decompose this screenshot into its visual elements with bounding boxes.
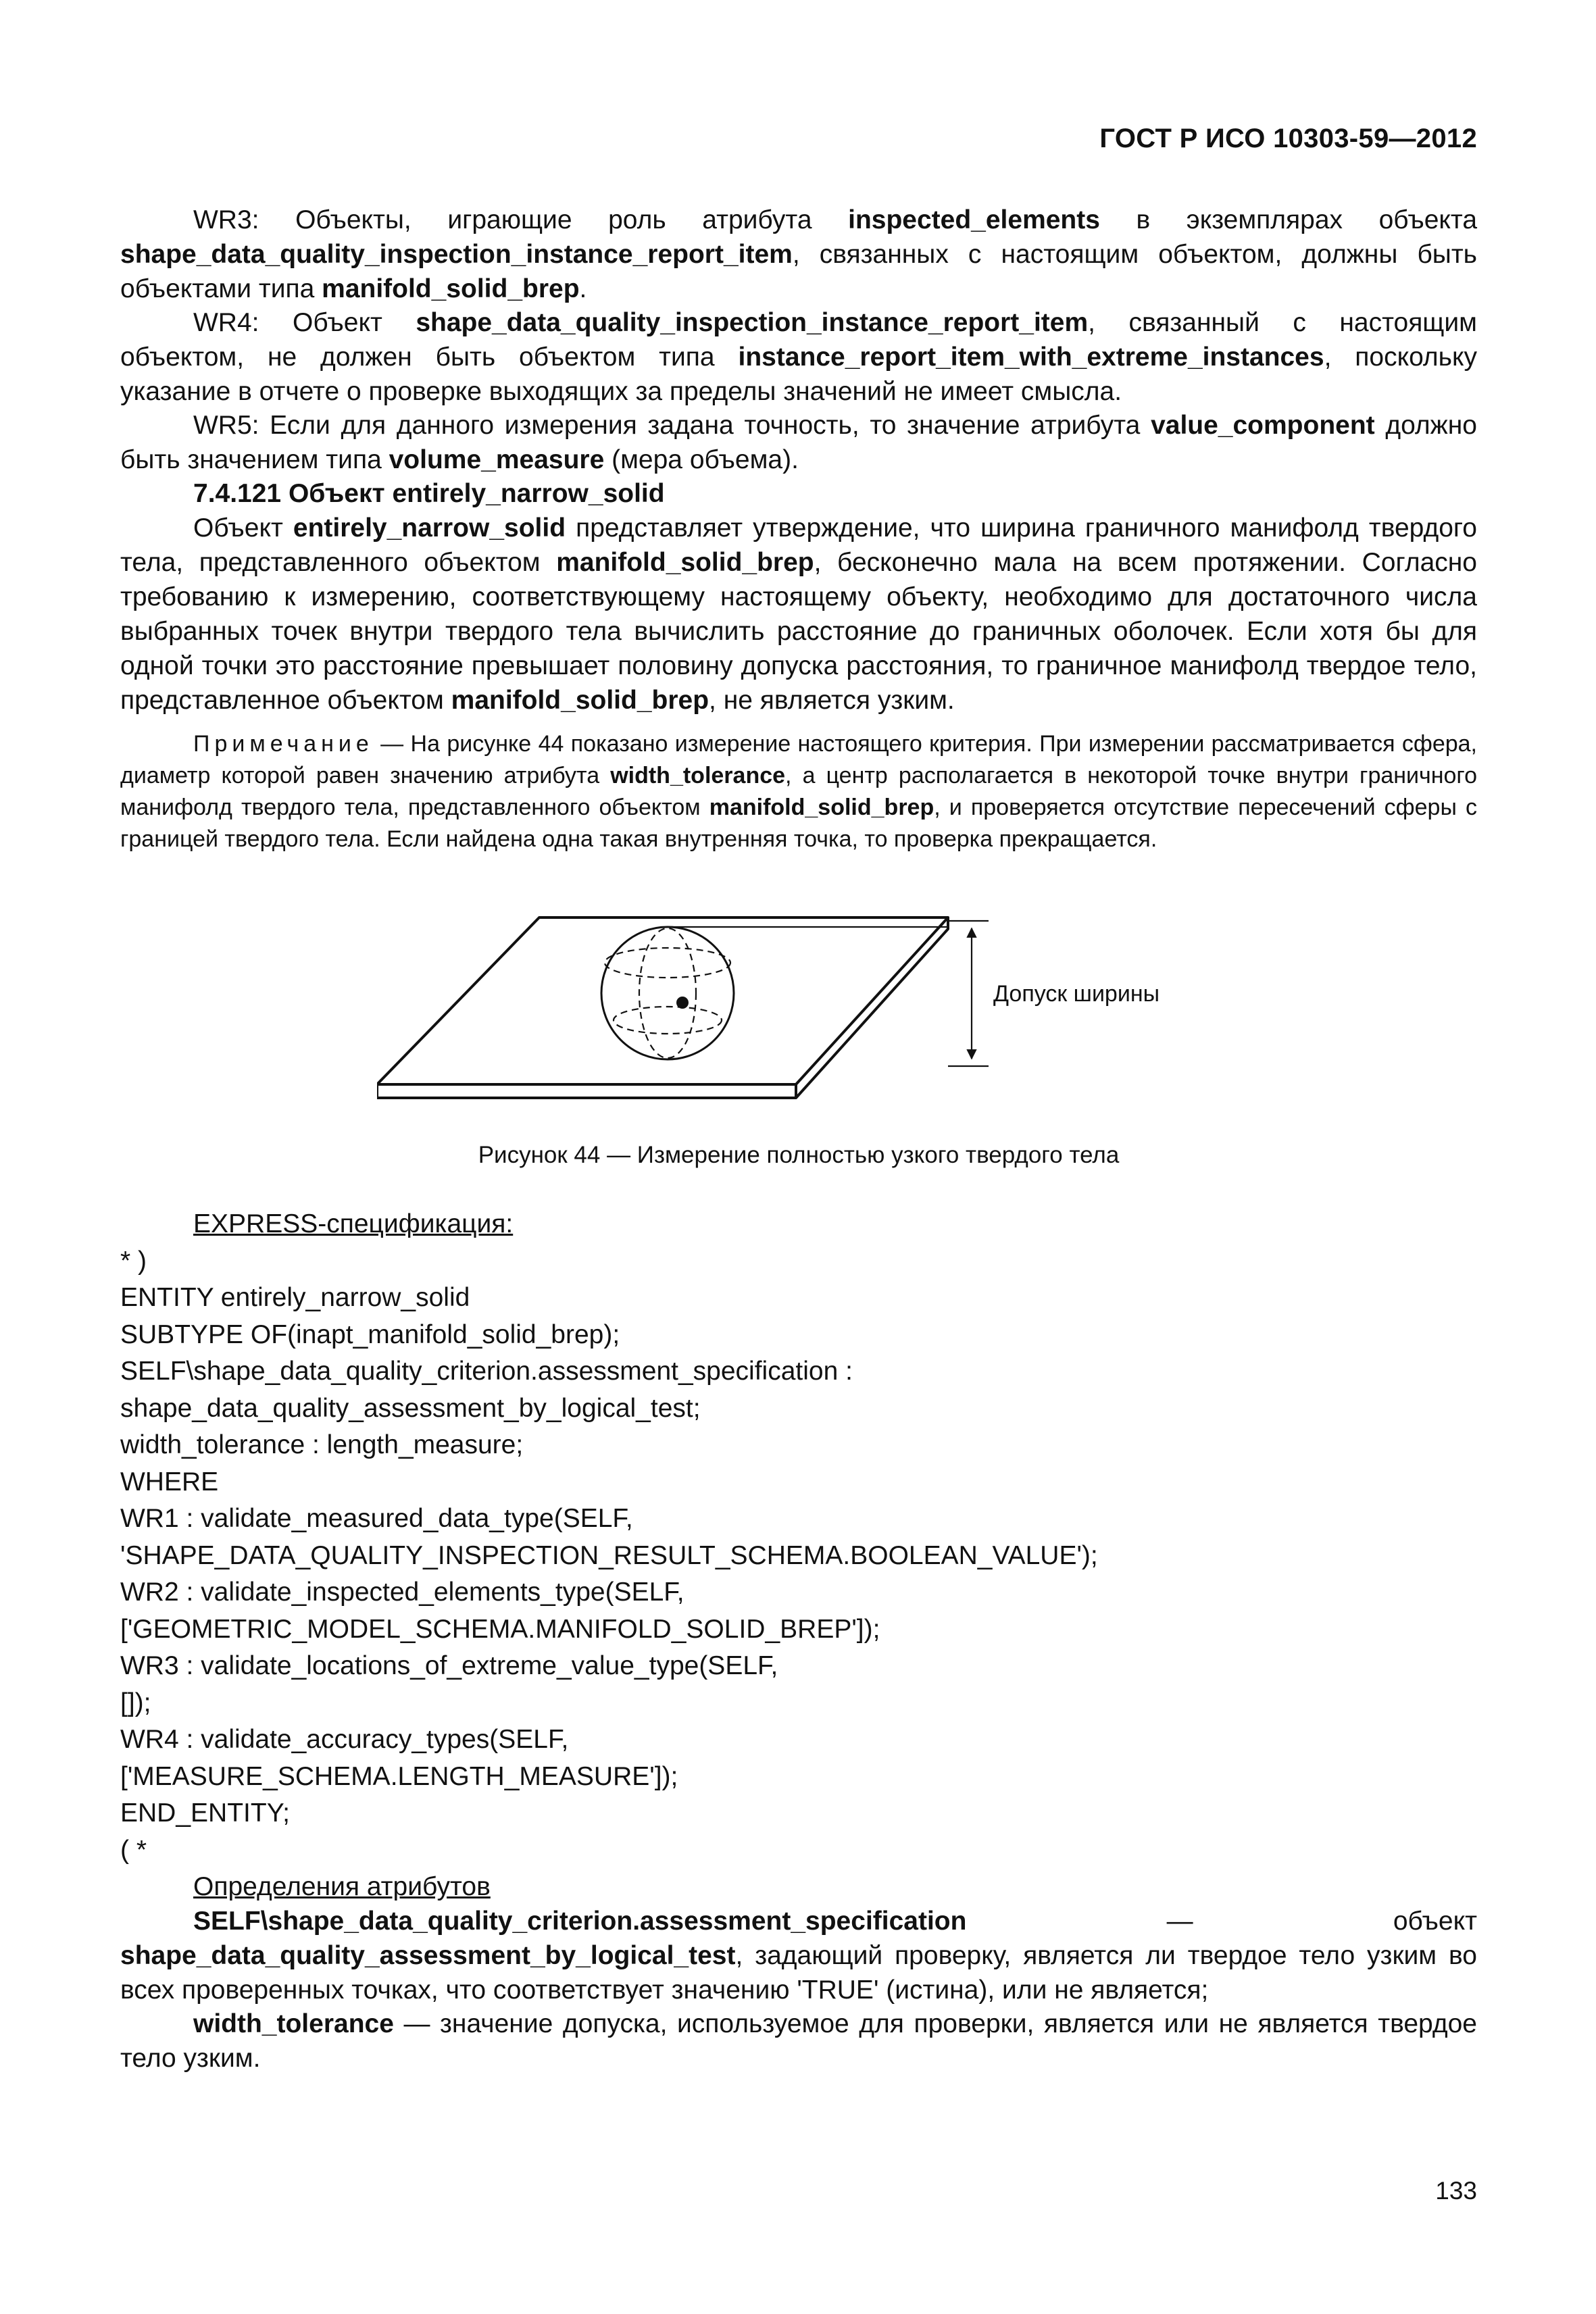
document-header: ГОСТ Р ИСО 10303-59—2012 <box>1099 124 1477 153</box>
attribute-definition: SELF\shape_data_quality_criterion.assessment_specification — объект shape_data_quality_assessment_by_logical_test, задающий проверку, является ли твердое тело узким во всех проверенных точках, что соответствует значению 'TRUE' (истина), или не является; <box>120 1907 1477 2005</box>
note-paragraph: Примечание — На рисунке 44 показано измерение настоящего критерия. При измерении рассматривается сфера, диаметр которой равен значению атрибута width_tolerance, а центр располагается в некоторой точке внутри граничного манифолд твердого тела, представленного объектом manifold_solid_brep, и проверяется отсутствие пересечений сферы с границей твердого тела. Если найдена одна такая внутренняя точка, то проверка прекращается. <box>120 731 1477 852</box>
width-tolerance-label: Допуск ширины <box>993 981 1160 1007</box>
rule-wr3: WR3: Объекты, играющие роль атрибута inspected_elements в экземплярах объекта shape_data_quality_inspection_instance_report_item, связанных с настоящим объектом, должны быть объектами типа manifold_solid_brep. <box>120 205 1478 303</box>
code-line: ['GEOMETRIC_MODEL_SCHEMA.MANIFOLD_SOLID_BREP']); <box>120 1614 880 1644</box>
code-line: ENTITY entirely_narrow_solid <box>120 1283 470 1312</box>
express-code <box>120 1206 1098 1906</box>
note-label: Примечание <box>193 731 374 757</box>
code-line: ['MEASURE_SCHEMA.LENGTH_MEASURE']); <box>120 1761 678 1791</box>
rule-wr4: WR4: Объект shape_data_quality_inspection_instance_report_item, связанный с настоящим объектом, не должен быть объектом типа instance_report_item_with_extreme_instances, поскольку указание в отчете о проверке выходящих за пределы значений не имеет смысла. <box>120 308 1478 406</box>
attribute-definition: width_tolerance — значение допуска, используемое для проверки, является или не является твердое тело узким. <box>120 2009 1477 2073</box>
code-line: shape_data_quality_assessment_by_logical_test; <box>120 1393 701 1423</box>
code-line: * ) <box>120 1246 147 1276</box>
code-line: WHERE <box>120 1467 219 1496</box>
document-page <box>120 0 1477 2314</box>
sphere <box>601 927 734 1059</box>
code-line: ( * <box>120 1835 147 1865</box>
rule-wr5: WR5: Если для данного измерения задана точность, то значение атрибута value_component должно быть значением типа volume_measure (мера объема). <box>120 411 1477 474</box>
code-line: width_tolerance : length_measure; <box>120 1430 524 1459</box>
figure-caption: Рисунок 44 — Измерение полностью узкого твердого тела <box>478 1142 1120 1168</box>
express-heading: EXPRESS-спецификация: <box>193 1209 514 1238</box>
code-line: END_ENTITY; <box>120 1799 291 1828</box>
code-line: 'SHAPE_DATA_QUALITY_INSPECTION_RESULT_SCHEMA.BOOLEAN_VALUE'); <box>120 1540 1098 1570</box>
code-line: SUBTYPE OF(inapt_manifold_solid_brep); <box>120 1319 620 1349</box>
code-line: WR1 : validate_measured_data_type(SELF, <box>120 1504 633 1533</box>
section-title: 7.4.121 Объект entirely_narrow_solid <box>193 479 665 508</box>
code-line: WR3 : validate_locations_of_extreme_value_type(SELF, <box>120 1651 778 1680</box>
code-line: WR4 : validate_accuracy_types(SELF, <box>120 1725 569 1754</box>
section-body: Объект entirely_narrow_solid представляет утверждение, что ширина граничного манифолд твердого тела, представленного объектом manifold_solid_brep, бесконечно мала на всем протяжении. Согласно требованию к измерению, соответствующему настоящему объекту, необходимо для достаточного числа выбранных точек внутри твердого тела вычислить расстояние до граничных оболочек. Если хотя бы для одной точки это расстояние превышает половину допуска расстояния, то граничное манифолд твердое тело, представленное объектом manifold_solid_brep, не является узким. <box>120 513 1477 715</box>
code-line: SELF\shape_data_quality_criterion.assessment_specification : <box>120 1357 853 1386</box>
attributes-heading: Определения атрибутов <box>193 1872 491 1901</box>
figure-44-diagram <box>377 899 1391 1128</box>
code-line: []); <box>120 1688 151 1717</box>
code-line: WR2 : validate_inspected_elements_type(SELF, <box>120 1578 684 1607</box>
page-number: 133 <box>1435 2177 1477 2205</box>
